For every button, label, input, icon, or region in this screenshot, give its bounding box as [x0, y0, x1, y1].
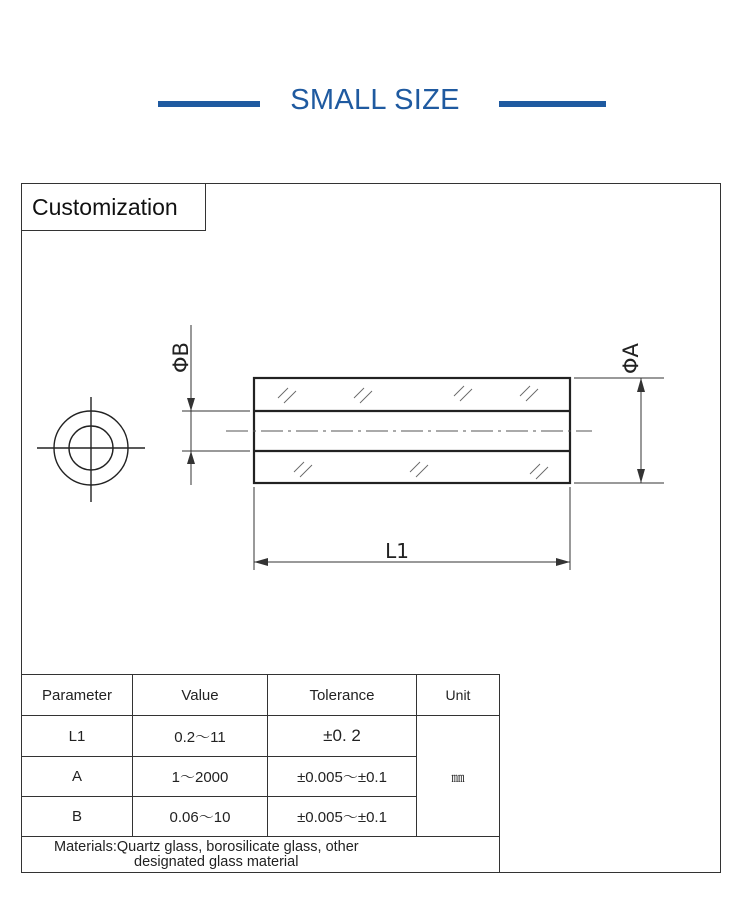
label-phi-a: ΦA — [619, 343, 643, 374]
dimension-l1 — [254, 487, 570, 570]
dim-a-arrow-bottom — [637, 469, 645, 483]
materials-row — [22, 837, 500, 873]
glass-hatch-marks — [278, 386, 548, 479]
dim-b-arrow-bottom — [187, 451, 195, 464]
header-parameter: Parameter — [22, 675, 133, 716]
materials-line-1: Materials:Quartz glass, borosilicate glass, other — [54, 838, 359, 855]
cell-param-a: A — [22, 757, 133, 797]
header-value: Value — [133, 675, 268, 716]
dim-l1-arrow-left — [254, 558, 268, 566]
cell-tolerance-a: ±0.005～±0.1 — [268, 757, 417, 797]
dim-a-arrow-top — [637, 378, 645, 392]
materials-note — [22, 837, 500, 873]
materials-line-2: designated glass material — [134, 853, 299, 870]
cell-value-a: 1～2000 — [133, 757, 268, 797]
cell-tolerance-l1: ±0. 2 — [268, 716, 417, 757]
header-tolerance: Tolerance — [268, 675, 417, 716]
table-row — [22, 716, 500, 757]
table-header-row — [22, 675, 500, 716]
dim-l1-arrow-right — [556, 558, 570, 566]
cell-param-b: B — [22, 797, 133, 837]
cell-value-b: 0.06～10 — [133, 797, 268, 837]
page-title: SMALL SIZE — [290, 84, 460, 116]
label-phi-b: ΦB — [169, 342, 193, 373]
end-view-icon — [37, 397, 145, 502]
header-unit: Unit — [417, 675, 500, 716]
dim-b-arrow-top — [187, 398, 195, 411]
cell-value-l1: 0.2～11 — [133, 716, 268, 757]
spec-table — [21, 674, 500, 873]
cell-tolerance-b: ±0.005～±0.1 — [268, 797, 417, 837]
cell-param-l1: L1 — [22, 716, 133, 757]
section-title: Customization — [21, 183, 206, 231]
cell-unit: ㎜ — [417, 716, 500, 837]
label-l1: L1 — [385, 539, 409, 563]
